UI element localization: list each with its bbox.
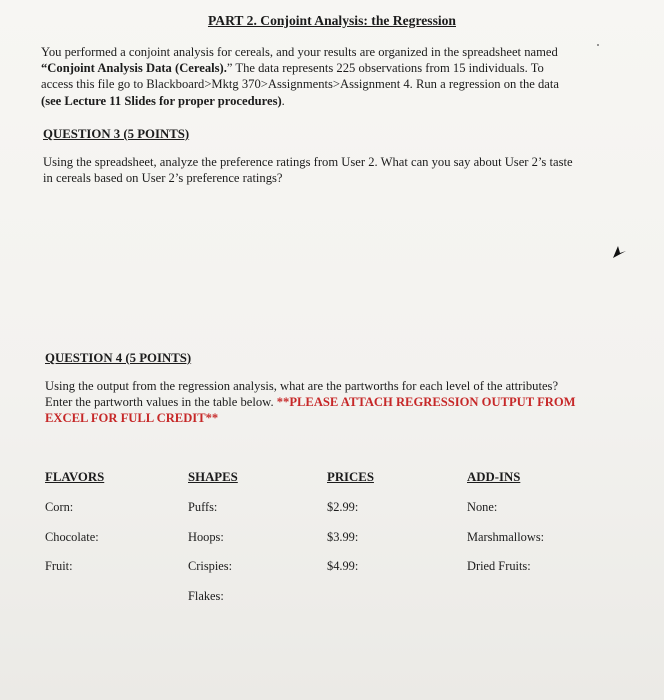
shape-hoops: Hoops: [188,529,224,544]
question-3-line-1: Using the spreadsheet, analyze the preference ratings from User 2. What can you say about User 2’s taste [43,155,573,169]
page-title: PART 2. Conjoint Analysis: the Regression [207,13,456,28]
intro-line-3: access this file go to Blackboard>Mktg 370>Assignments>Assignment 4. Run a regression on the data [41,77,559,92]
addin-dried-fruits: Dried Fruits: [467,559,531,573]
shapes-header: SHAPES [188,470,238,484]
flavor-chocolate: Chocolate: [45,529,99,544]
question-4-line-2: Enter the partworth values in the table below. [45,395,277,410]
flavor-fruit: Fruit: [45,559,73,573]
question-4-body [45,378,610,427]
flavors-column [45,470,104,589]
price-3-99: $3.99: [327,529,359,544]
question-4-line-1: Using the output from the regression analysis, what are the partworths for each level of the attributes? [45,379,559,393]
flavor-corn: Corn: [45,500,74,514]
shapes-column [188,470,238,618]
addin-marshmallows: Marshmallows: [467,529,545,544]
shape-flakes: Flakes: [188,588,224,603]
intro-line-2: ” The data represents 225 observations from 15 individuals. To [226,61,544,76]
prices-column [327,470,374,589]
mouse-cursor-icon [611,244,627,260]
attach-notice-end: EXCEL FOR FULL CREDIT** [45,411,219,426]
intro-spreadsheet-name: “Conjoint Analysis Data (Cereals). [41,61,227,76]
question-3-body [43,154,603,186]
question-4-heading: QUESTION 4 (5 POINTS) [45,351,192,365]
shape-puffs: Puffs: [188,500,218,514]
question-3-line-2: in cereals based on User 2’s preference ratings? [43,171,283,186]
flavors-header: FLAVORS [45,470,105,484]
prices-header: PRICES [327,470,374,484]
addins-column [467,470,544,589]
price-2-99: $2.99: [327,500,359,514]
addins-header: ADD-INS [467,470,521,484]
attach-notice: **PLEASE ATTACH REGRESSION OUTPUT FROM [276,395,576,410]
intro-line-1: You performed a conjoint analysis for cereals, and your results are organized in the spreadsheet named [41,45,558,59]
intro-lecture-note: (see Lecture 11 Slides for proper procedures) [41,93,282,108]
intro-line-4-end: . [281,93,285,108]
intro-paragraph [41,44,601,109]
price-4-99: $4.99: [327,559,359,573]
addin-none: None: [467,500,498,514]
shape-crispies: Crispies: [188,559,233,573]
question-3-heading: QUESTION 3 (5 POINTS) [43,127,190,141]
